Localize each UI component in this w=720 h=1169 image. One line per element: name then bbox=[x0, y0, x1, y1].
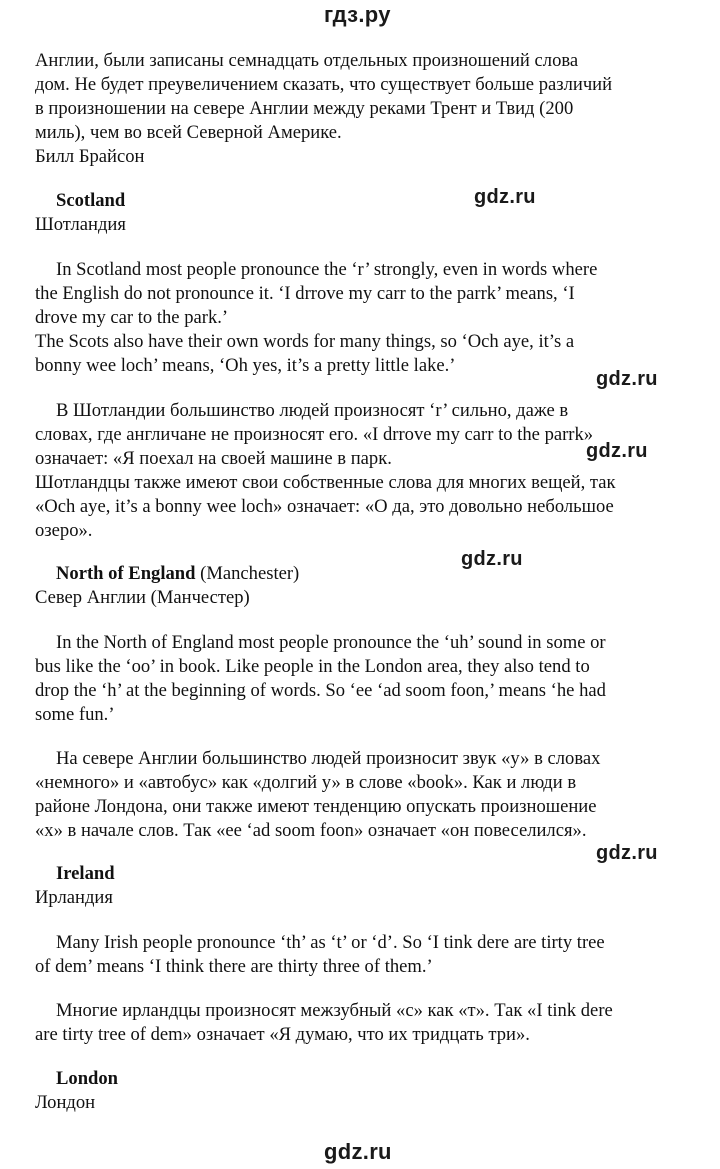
section-heading: London bbox=[56, 1068, 119, 1089]
watermark: gdz.ru bbox=[586, 440, 648, 462]
text-line: районе Лондона, они также имеют тенденцию опускать произношение bbox=[35, 796, 597, 817]
watermark: gdz.ru bbox=[596, 842, 658, 864]
watermark: gdz.ru bbox=[461, 548, 523, 570]
text-line: словах, где англичане не произносят его. «I drrove my carr to the parrk» bbox=[35, 424, 594, 445]
text-line: «х» в начале слов. Так «ee ‘ad soom foon» означает «он повеселился». bbox=[35, 820, 587, 841]
section-heading-name: North of England bbox=[56, 563, 196, 584]
text-line: в произношении на севере Англии между реками Трент и Твид (200 bbox=[35, 98, 574, 119]
text-line: «Och aye, it’s a bonny wee loch» означает: «О да, это довольно небольшое bbox=[35, 496, 614, 517]
section-heading-translation: Лондон bbox=[35, 1092, 96, 1113]
text-line: of dem’ means ‘I think there are thirty three of them.’ bbox=[35, 956, 433, 977]
text-line: bonny wee loch’ means, ‘Oh yes, it’s a pretty little lake.’ bbox=[35, 355, 456, 376]
section-heading-note: (Manchester) bbox=[195, 563, 300, 584]
text-line: На севере Англии большинство людей произносит звук «у» в словах bbox=[56, 748, 601, 769]
text-line: Шотландцы также имеют свои собственные слова для многих вещей, так bbox=[35, 472, 616, 493]
text-line: озеро». bbox=[35, 520, 93, 541]
text-line: Many Irish people pronounce ‘th’ as ‘t’ or ‘d’. So ‘I tink dere are tirty tree bbox=[56, 932, 605, 953]
section-heading bbox=[56, 563, 299, 585]
section-heading: Ireland bbox=[56, 863, 115, 884]
text-line: drop the ‘h’ at the beginning of words. So ‘ee ‘ad soom foon,’ means ‘he had bbox=[35, 680, 606, 701]
author-signature: Билл Брайсон bbox=[35, 146, 145, 167]
text-line: миль), чем во всей Северной Америке. bbox=[35, 122, 342, 143]
text-line: дом. Не будет преувеличением сказать, что существует больше различий bbox=[35, 74, 613, 95]
watermark: gdz.ru bbox=[596, 368, 658, 390]
section-heading-translation: Ирландия bbox=[35, 887, 113, 908]
watermark-bottom: gdz.ru bbox=[324, 1139, 392, 1164]
watermark: gdz.ru bbox=[474, 186, 536, 208]
text-line: are tirty tree of dem» означает «Я думаю, что их тридцать три». bbox=[35, 1024, 530, 1045]
text-line: drove my car to the park.’ bbox=[35, 307, 229, 328]
section-heading: Scotland bbox=[56, 190, 126, 211]
text-line: In the North of England most people pronounce the ‘uh’ sound in some or bbox=[56, 632, 606, 653]
text-line: В Шотландии большинство людей произносят ‘r’ сильно, даже в bbox=[56, 400, 569, 421]
text-line: In Scotland most people pronounce the ‘r’ strongly, even in words where bbox=[56, 259, 598, 280]
watermark-top: гдз.ру bbox=[324, 2, 391, 27]
text-line: «немного» и «автобус» как «долгий у» в слове «book». Как и люди в bbox=[35, 772, 577, 793]
text-line: Англии, были записаны семнадцать отдельных произношений слова bbox=[35, 50, 579, 71]
section-heading-translation: Север Англии (Манчестер) bbox=[35, 587, 250, 608]
text-line: The Scots also have their own words for many things, so ‘Och aye, it’s a bbox=[35, 331, 575, 352]
text-line: Многие ирландцы произносят межзубный «с» как «т». Так «I tink dere bbox=[56, 1000, 613, 1021]
text-line: означает: «Я поехал на своей машине в парк. bbox=[35, 448, 392, 469]
text-line: the English do not pronounce it. ‘I drrove my carr to the parrk’ means, ‘I bbox=[35, 283, 575, 304]
text-line: some fun.’ bbox=[35, 704, 115, 725]
section-heading-translation: Шотландия bbox=[35, 214, 126, 235]
text-line: bus like the ‘oo’ in book. Like people in the London area, they also tend to bbox=[35, 656, 590, 677]
